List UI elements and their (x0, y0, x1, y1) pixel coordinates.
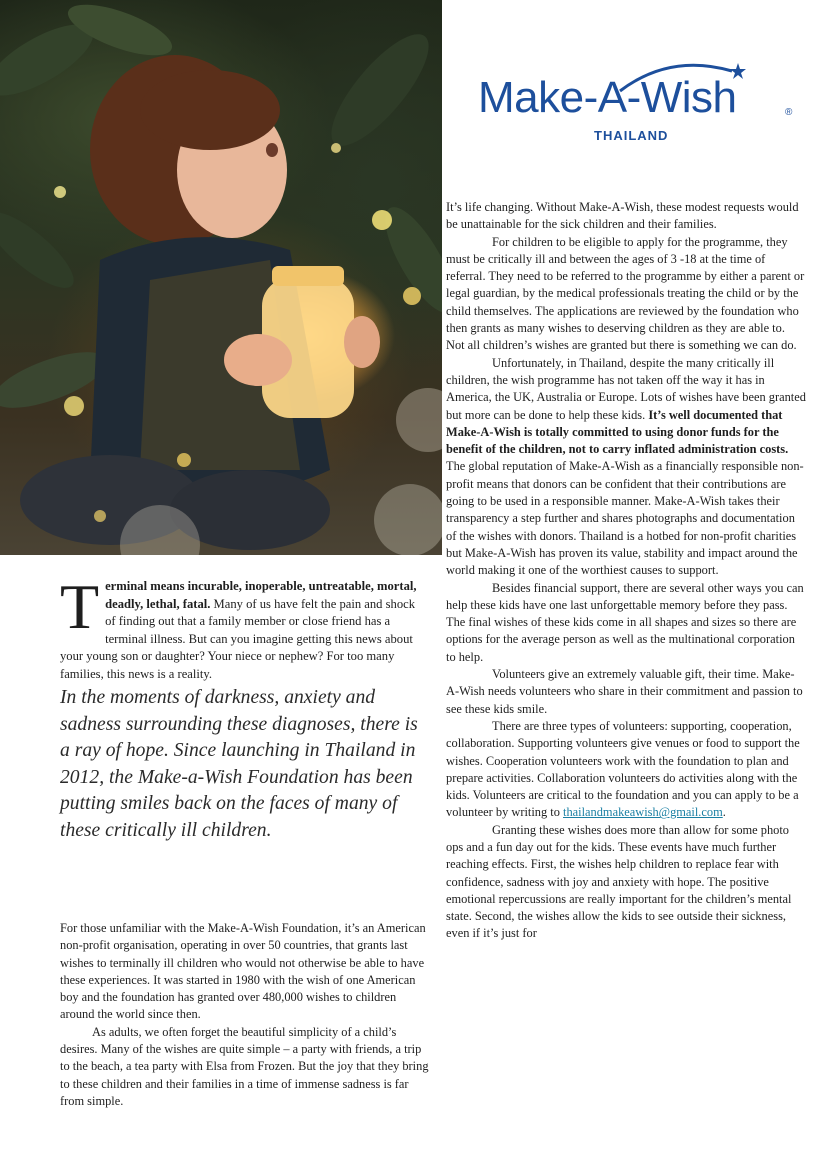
paragraph: For those unfamiliar with the Make-A-Wish Foundation, it’s an American non-profit organisation, operating in over 50 countries, that grants last wishes to terminally ill children who would not otherwise be able to have these experiences. It was started in 1980 with the wish of one American boy and the foundation has granted over 480,000 wishes to children around the world since then. (60, 921, 426, 1022)
paragraph: Besides financial support, there are several other ways you can help these kids have one last unforgettable memory before they pass. The final wishes of these kids come in all shapes and sizes so there are options for the average person as well as the multinational corporation to help. (446, 580, 804, 664)
logo-wordmark: Make-A-Wish (478, 73, 737, 122)
right-column-text (446, 199, 806, 943)
intro-bold-lead: erminal means incurable, inoperable, untreatable, mortal, deadly, lethal, fatal. (105, 579, 417, 611)
hero-photo (0, 0, 442, 555)
left-column-text (60, 920, 430, 1110)
child-with-jar-illustration (0, 0, 442, 555)
make-a-wish-logo (470, 55, 800, 155)
paragraph: Volunteers give an extremely valuable gift, their time. Make-A-Wish needs volunteers who share in their commitment and passion to see these kids smile. (446, 667, 803, 716)
paragraph: Granting these wishes does more than allow for some photo ops and a fun day out for the kids. These events have much further reaching effects. First, the wishes help children to replace fear with confidence, sadness with joy and anxiety with hope. The positive emotional repercussions are really important for the children’s mental state. Second, the wishes allow the kids to see outside their sickness, even if it’s just for (446, 822, 792, 941)
paragraph: For children to be eligible to apply for the programme, they must be critically ill and between the ages of 3 -18 at the time of referral. They need to be referred to the programme by either a parent or legal guardian, by the medical professionals treating the child or by the child themselves. The applications are reviewed by the foundation who then grants as many wishes to deserving children as they are able to. Not all children’s wishes are granted but there is something we can do. (446, 234, 805, 353)
intro-paragraph: Terminal means incurable, inoperable, untreatable, mortal, deadly, lethal, fatal. Many of us have felt the pain and shock of finding out that a family member or close friend has a terminal illness. But can you imagine getting this news about your young son or daughter? Your niece or nephew? For too many families, this news is a reality. (60, 571, 417, 681)
drop-cap: T (60, 571, 100, 642)
paragraph: The global reputation of Make-A-Wish as a financially responsible non-profit means that donors can be confident that their contributions are going to be used in a responsible manner. Make-A-Wish takes their transparency a step further and shares photographs and documentation of the wishes with donors. Thailand is a hotbed for non-profit charities but Make-A-Wish has proven its value, stability and impact around the world making it one of the worthiest causes to support. (446, 459, 804, 578)
pull-quote: In the moments of darkness, anxiety and sadness surrounding these diagnoses, there is a ray of hope. Since launching in Thailand in 2012, the Make-a-Wish Foundation has been putting smiles back on the faces of many of these critically ill children. (60, 687, 418, 841)
paragraph: There are three types of volunteers: supporting, cooperation, collaboration. Supporting volunteers give venues or food to support the wishes. Cooperation volunteers work with the foundation to plan and prepare activities. Collaboration volunteers do activities along with the kids. Volunteers are critical to the foundation and you can apply to be a volunteer by writing to thailandmakeawish@gmail.com. (446, 718, 800, 820)
paragraph: It’s life changing. Without Make-A-Wish, these modest requests would be unattainable for the sick children and their families. (446, 200, 799, 232)
paragraph: Unfortunately, in Thailand, despite the many critically ill children, the wish programme has not taken off the way it has in America, the UK, Australia or Europe. Lots of wishes have been granted but more can be done to help these kids. It’s well documented that Make-A-Wish is totally committed to using donor funds for the benefit of the children, not to carry inflated administration costs. (446, 355, 806, 457)
paragraph: As adults, we often forget the beautiful simplicity of a child’s desires. Many of the wishes are quite simple – a party with friends, a trip to the beach, a tea party with Elsa from Frozen. But the joy that they bring to these children and their families in a time of immense sadness is far from simple. (60, 1024, 429, 1108)
logo-registered-mark: ® (785, 107, 793, 118)
bold-statement: It’s well documented that Make-A-Wish is totally committed to using donor funds for the benefit of the children, not to carry inflated administration costs. (446, 407, 789, 457)
logo-region: THAILAND (594, 128, 669, 143)
email-link[interactable]: thailandmakeawish@gmail.com (563, 805, 723, 820)
